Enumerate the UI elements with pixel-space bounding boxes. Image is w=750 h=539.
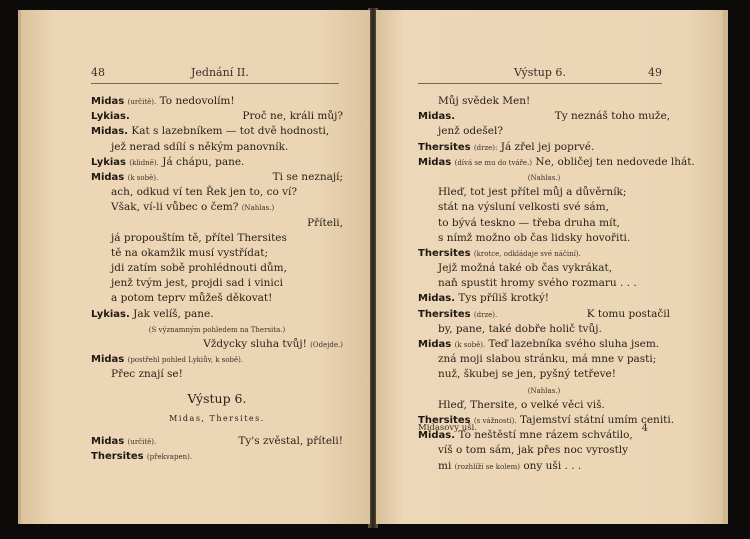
line-text: mi [438, 459, 452, 472]
character-list: Midas, Thersites. [169, 413, 265, 423]
speaker-name: Midas. [418, 111, 456, 123]
line-text: Vždycky sluha tvůj! (Odejde.) [203, 338, 343, 350]
scene-heading: Výstup 6. [187, 390, 247, 406]
verse-line [91, 449, 343, 464]
verse-line [91, 367, 343, 382]
speaker-name: Midas [91, 171, 125, 183]
line-text: Já chápu, pane. [162, 155, 245, 168]
stage-direction: (určitě). [127, 98, 157, 106]
line-text: ach, odkud ví ten Řek jen to, co ví? [111, 186, 298, 199]
verse-line [418, 140, 670, 155]
right-running-head [418, 66, 662, 84]
verse-line [91, 200, 343, 215]
verse-line [91, 185, 343, 200]
line-text: tě na okamžik musí vystřídat; [111, 246, 269, 259]
line-text: Tajemství státní umím ceniti. [519, 413, 675, 426]
line-text: To nedovolím! [159, 95, 235, 107]
line-text: Hleď, tot jest přítel můj a důvěrník; [438, 186, 627, 199]
line-text: to bývá teskno — třeba druha mít, [438, 216, 621, 229]
speaker-name: Midas [418, 339, 452, 350]
verse-line [418, 367, 670, 382]
verse-line [91, 170, 343, 185]
line-text: Přec znají se! [111, 368, 183, 381]
verse-line [91, 307, 343, 322]
right-page-text [418, 94, 695, 474]
stage-direction: (Nahlas.) [527, 386, 561, 395]
line-text: Ty neznáš toho muže, [554, 110, 670, 123]
verse-line [91, 276, 343, 291]
speaker-name: Midas [91, 435, 125, 447]
line-text: nuž, škubej se jen, pyšný tetřeve! [438, 368, 616, 381]
stage-direction: (k sobě). [454, 341, 486, 349]
verse-line [418, 185, 670, 200]
verse-line [91, 291, 343, 306]
footer-title: Midasovy uši. [418, 423, 477, 433]
verse-line [91, 434, 343, 449]
line-text: by, pane, také dobře holič tvůj. [438, 322, 602, 335]
running-title: Výstup 6. [514, 66, 566, 79]
speaker-name: Midas [91, 96, 125, 107]
page-footer [418, 423, 648, 433]
verse-line [418, 216, 670, 231]
stage-direction: (drze). [473, 310, 498, 319]
verse-line [418, 200, 670, 215]
line-text: Jejž možná také ob čas vykrákat, [438, 262, 613, 275]
verse-line [418, 352, 670, 367]
line-text: Však, ví-li vůbec o čem? [111, 201, 239, 214]
verse-line [418, 231, 670, 246]
verse-line [418, 398, 670, 413]
verse-line [418, 443, 670, 458]
stage-direction: (S významným pohledem na Thersita.) [148, 325, 286, 334]
left-running-head [91, 66, 339, 84]
spacer [91, 383, 343, 391]
verse-line [418, 291, 670, 306]
line-text: Můj svědek Men! [438, 95, 531, 107]
line-text: jdi zatím sobě prohlédnouti dům, [111, 262, 287, 275]
verse-line [418, 170, 670, 185]
line-text: a potom teprv můžeš děkovat! [111, 292, 273, 305]
stage-direction: (k sobě). [127, 173, 159, 182]
line-text: Proč ne, králi můj? [242, 110, 343, 123]
left-page-text [91, 94, 343, 464]
speaker-name: Midas [418, 156, 452, 168]
signature-mark: 4 [641, 423, 648, 434]
verse-line [91, 322, 343, 337]
stage-direction: (Nahlas.) [527, 173, 561, 182]
verse-line [91, 109, 343, 124]
verse-line [418, 383, 670, 398]
verse-line [418, 276, 670, 291]
verse-line [418, 459, 670, 474]
verse-line [418, 155, 695, 170]
speaker-name: Thersites [418, 308, 471, 320]
line-text: Hleď, Thersite, o velké věci viš. [438, 398, 605, 411]
speaker-name: Lykias. [91, 308, 130, 320]
verse-line [91, 352, 343, 367]
speaker-name: Midas. [418, 293, 456, 305]
speaker-name: Lykias. [91, 111, 130, 123]
stage-direction: (drze): [473, 143, 498, 152]
line-text: Jak velíš, pane. [133, 307, 214, 320]
line-text: jenž odešel? [438, 125, 503, 138]
verse-line [91, 155, 343, 170]
left-page [18, 10, 370, 524]
speaker-name: Midas. [418, 430, 456, 442]
line-text: Ti se neznají; [272, 170, 343, 183]
verse-line [91, 246, 343, 261]
verse-line [91, 140, 343, 155]
line-text: Teď lazebníka svého sluha jsem. [488, 338, 660, 350]
line-text: s nímž možno ob čas lidsky hovořiti. [438, 231, 631, 244]
stage-direction: (Nahlas.) [241, 204, 275, 213]
speaker-name: Midas [91, 354, 125, 366]
page-number: 48 [91, 66, 105, 79]
verse-line [418, 94, 670, 109]
speaker-name: Midas. [91, 126, 129, 138]
line-text: Kat s lazebníkem — tot dvě hodnosti, [131, 125, 330, 138]
verse-line [418, 322, 670, 337]
verse-line [418, 246, 670, 261]
right-page [376, 10, 728, 524]
verse-line [91, 337, 343, 352]
speaker-name: Thersites [91, 450, 144, 462]
running-title: Jednání II. [191, 66, 249, 79]
line-text: jež nerad sdílí s někým panovník. [111, 140, 289, 153]
line-text: ony uši . . . [523, 459, 582, 472]
verse-line [418, 337, 670, 352]
stage-direction: (Odejde.) [310, 341, 343, 349]
spacer [91, 426, 343, 434]
verse-line [91, 261, 343, 276]
line-text: víš o tom sám, jak přes noc vyrostly [438, 444, 629, 457]
line-text: Příteli, [307, 216, 343, 229]
stage-direction: (klidně). [129, 158, 159, 167]
line-text: Ty's zvěstal, příteli! [238, 434, 343, 447]
verse-line [418, 261, 670, 276]
speaker-name: Thersites [418, 141, 471, 153]
speaker-name: Thersites [418, 414, 471, 426]
page-number: 49 [648, 66, 662, 79]
line-text: jenž tvým jest, projdi sad i vinici [111, 277, 284, 290]
line-text: Ne, obličej ten nedovede lhát. [535, 155, 695, 168]
line-text: já propouštím tě, přítel Thersites [111, 231, 287, 244]
verse-line [91, 94, 343, 109]
stage-direction: (postřehl pohled Lykiův, k sobě). [127, 356, 244, 365]
speaker-name: Thersites [418, 247, 471, 259]
line-text: To neštěstí mne rázem schvátilo, [458, 429, 633, 442]
line-text: Já zřel jej poprvé. [500, 140, 595, 153]
stage-direction: (krotce, odkládaje své náčiní). [473, 249, 581, 258]
verse-line [91, 231, 343, 246]
verse-line [91, 216, 343, 231]
line-text: stát na výsluní velkosti své sám, [438, 201, 609, 214]
verse-line [418, 307, 670, 322]
line-text: Tys příliš krotký! [458, 292, 550, 305]
stage-direction: (dívá se mu do tváře.) [454, 158, 533, 167]
verse-line [418, 109, 670, 124]
stage-direction: (rozhlíží se kolem) [454, 462, 520, 471]
line-text: K tomu postačil [586, 307, 670, 320]
verse-line [418, 124, 670, 139]
stage-direction: (překvapen). [146, 452, 193, 461]
verse-line [91, 124, 343, 139]
line-text: naň spustit hromy svého rozmaru . . . [438, 277, 637, 290]
speaker-name: Lykias [91, 156, 126, 168]
stage-direction: (s vážností). [473, 416, 517, 425]
line-text: zná moji slabou stránku, má mne v pasti; [438, 353, 657, 366]
stage-direction: (určitě). [127, 437, 157, 446]
